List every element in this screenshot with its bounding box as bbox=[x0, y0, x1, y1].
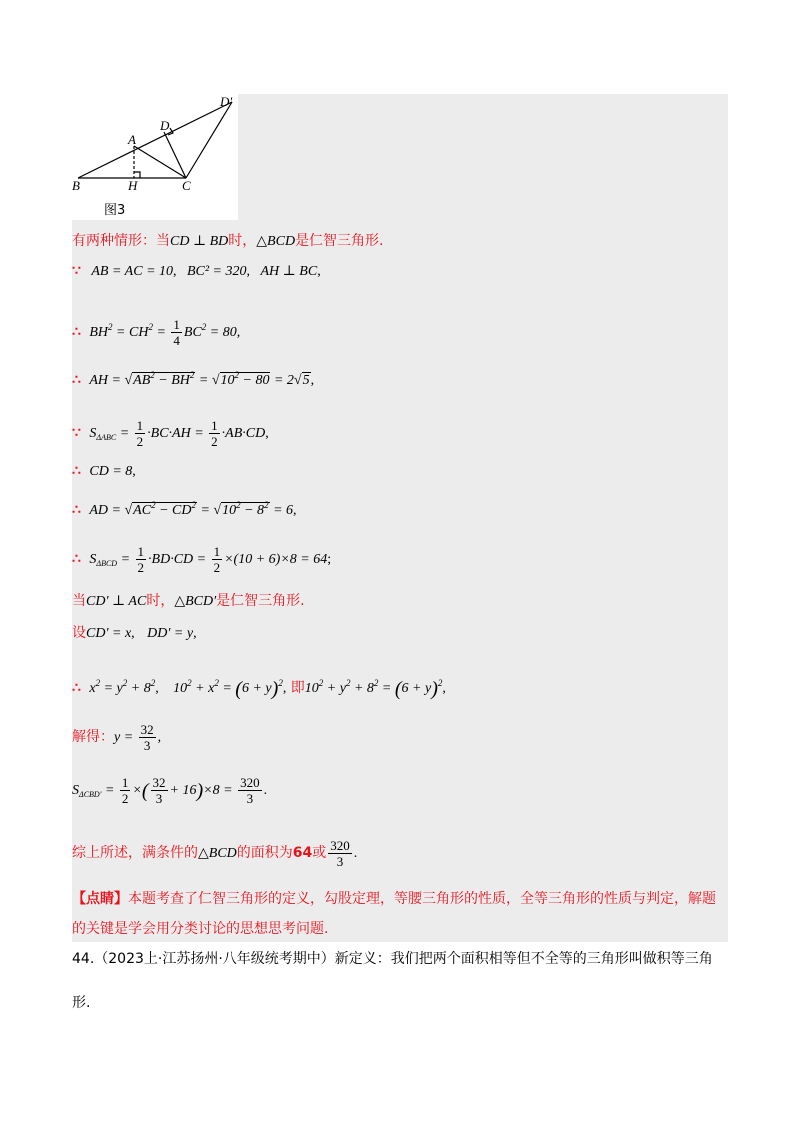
point-label-h: H bbox=[128, 178, 138, 193]
comment-block-line2: 的关键是学会用分类讨论的思想思考问题. bbox=[72, 921, 329, 937]
point-label-c: C bbox=[182, 178, 191, 193]
solution-line-6: ∴ CD = 8, bbox=[72, 463, 136, 479]
point-label-b: B bbox=[72, 178, 80, 193]
question-44 bbox=[72, 946, 713, 972]
point-label-d: D bbox=[160, 118, 170, 133]
solution-line-13: $S_{\Delta CBD'}$ = $\frac{1}{2}$ ×( $\frac{32}{3}$ + 16)×8 = $\frac{320}{3}$ . bbox=[72, 774, 268, 806]
comment-label: 【点睛】 bbox=[72, 891, 128, 907]
solution-line-11: ∴ $x^2 = y^2 + 8^2$, $10^2 + x^2 = (6 + y)^2$, 即$10^2 + y^2 + 8^2 = (6 + y)^2$, bbox=[72, 678, 446, 700]
solution-line-4: ∴ AH = $√AB^2 - BH^2 = √10^2 - 80 = 2√5$, bbox=[72, 370, 315, 388]
solution-line-7: ∴ AD = $√AC^2 - CD^2 = √10^2 - 8^2 = 6$, bbox=[72, 500, 297, 518]
point-label-a: A bbox=[128, 132, 136, 147]
figure-caption: 图3 bbox=[104, 203, 126, 218]
comment-block bbox=[72, 886, 728, 912]
question-source: （2023上·江苏扬州·八年级统考期中） bbox=[94, 951, 335, 967]
question-text: 新定义：我们把两个面积相等但不全等的三角形叫做积等三角 bbox=[334, 951, 713, 967]
geometry-diagram bbox=[72, 94, 238, 220]
solution-line-10: 设CD′ = x, DD′ = y, bbox=[72, 625, 197, 641]
figure-3 bbox=[72, 94, 238, 220]
question-number: 44. bbox=[72, 951, 95, 967]
solution-line-2: ∵ AB = AC = 10, BC² = 320, AH ⊥ BC, bbox=[72, 263, 321, 279]
solution-line-1: 有两种情形：当CD ⊥ BD时，△BCD是仁智三角形. bbox=[72, 233, 384, 249]
solution-line-9: 当CD′ ⊥ AC时，△BCD′是仁智三角形. bbox=[72, 593, 305, 609]
question-44-line2: 形. bbox=[72, 995, 91, 1011]
solution-line-8: ∴ $S_{\Delta BCD}$ = $\frac{1}{2}$ ·BD·CD = $\frac{1}{2}$ ×(10 + 6)×8 = 64; bbox=[72, 543, 332, 575]
point-label-d-prime: D' bbox=[220, 94, 233, 109]
solution-line-3: ∴ $BH^2 = CH^2$ = $\frac{1}{4}$ $BC^2 = 80$, bbox=[72, 316, 241, 348]
solution-line-12: 解得：y = $\frac{32}{3}$ , bbox=[72, 721, 162, 753]
solution-line-5: ∵ $S_{\Delta ABC}$ = $\frac{1}{2}$ ·BC·AH = $\frac{1}{2}$ ·AB·CD, bbox=[72, 417, 269, 449]
comment-body: 本题考查了仁智三角形的定义，勾股定理，等腰三角形的性质，全等三角形的性质与判定，解题 bbox=[128, 891, 716, 907]
solution-conclusion: 综上所述，满条件的△BCD的面积为64或 $\frac{320}{3}$ . bbox=[72, 837, 358, 869]
